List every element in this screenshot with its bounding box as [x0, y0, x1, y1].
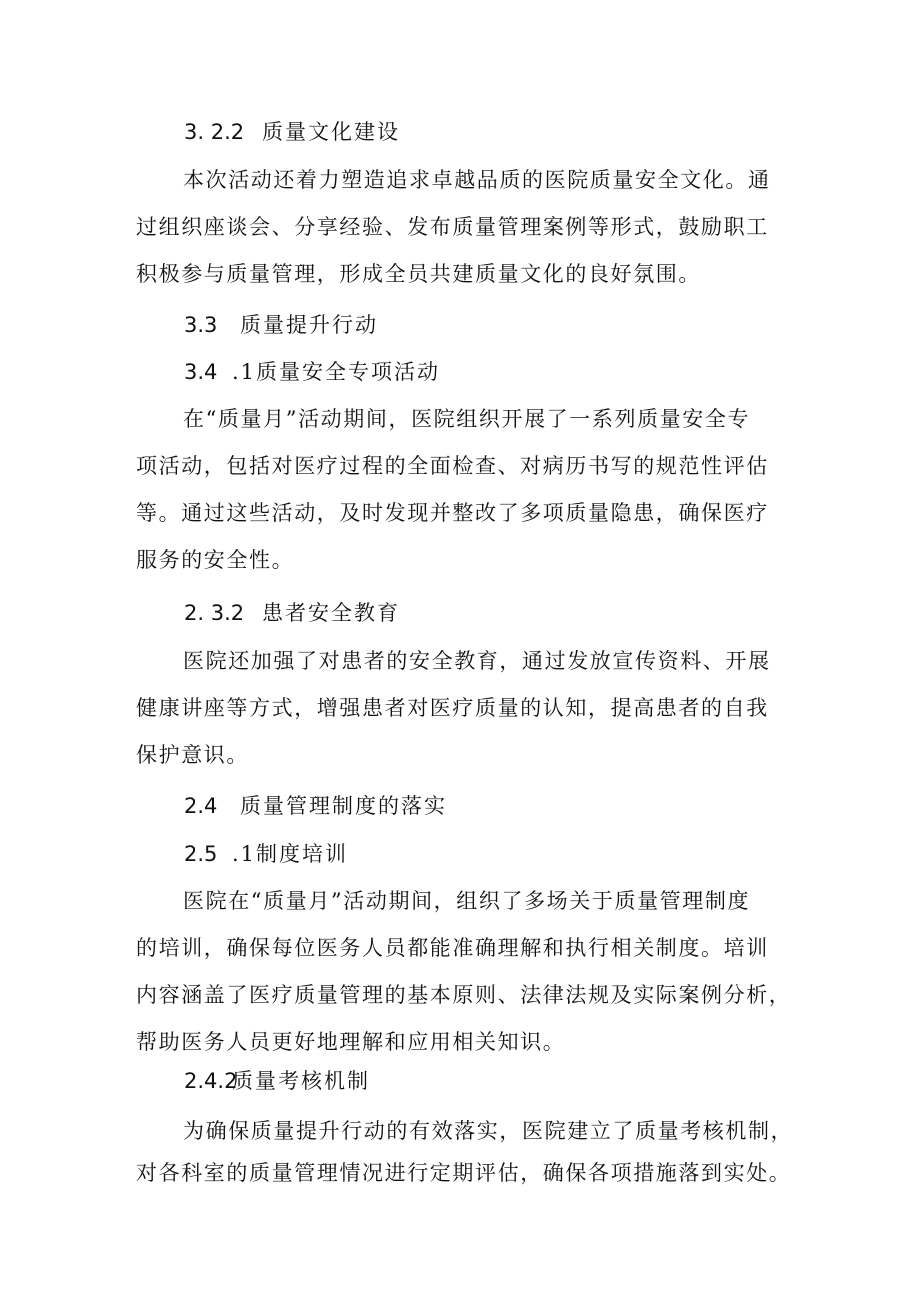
paragraph-line: 的培训，确保每位医务人员都能准确理解和执行相关制度。培训: [136, 936, 769, 960]
paragraph-line: 帮助医务人员更好地理解和应用相关知识。: [136, 1030, 566, 1054]
heading-title: 质量考核机制: [232, 1069, 370, 1093]
heading-number: 3.4: [184, 360, 218, 384]
paragraph-line: 本次活动还着力塑造追求卓越品质的医院质量安全文化。通: [183, 168, 771, 192]
section-heading-3-2-2: [184, 118, 400, 146]
paragraph-line: 积极参与质量管理，形成全员共建质量文化的良好氛围。: [136, 262, 701, 286]
paragraph-line: 在“质量月”活动期间，医院组织开展了一系列质量安全专: [183, 407, 751, 431]
heading-number: 3. 2.2: [184, 120, 245, 144]
heading-number: 2.5: [184, 842, 218, 866]
paragraph-line: 保护意识。: [136, 743, 249, 767]
paragraph-line: 为确保质量提升行动的有效落实，医院建立了质量考核机制，: [183, 1119, 794, 1143]
heading-number: 2. 3.2: [184, 601, 245, 625]
paragraph-safety-activities: [136, 396, 806, 584]
heading-number: 3.3: [184, 313, 218, 337]
heading-title: 质量提升行动: [240, 313, 378, 337]
section-heading-3-3: [184, 311, 378, 339]
paragraph-line: 过组织座谈会、分享经验、发布质量管理案例等形式，鼓励职工: [136, 215, 769, 239]
section-heading-2-4-2: [184, 1067, 370, 1095]
paragraph-line: 内容涵盖了医疗质量管理的基本原则、法律法规及实际案例分析，: [136, 983, 792, 1007]
heading-title: .1制度培训: [232, 842, 349, 866]
paragraph-quality-culture: [136, 157, 806, 298]
paragraph-line: 健康讲座等方式，增强患者对医疗质量的认知，提高患者的自我: [136, 696, 769, 720]
paragraph-line: 医院在“质量月”活动期间，组织了多场关于质量管理制度: [183, 889, 751, 913]
section-heading-2-5: [184, 840, 348, 868]
paragraph-line: 医院还加强了对患者的安全教育，通过发放宣传资料、开展: [183, 649, 771, 673]
heading-title: 质量文化建设: [262, 120, 400, 144]
heading-title: .1质量安全专项活动: [232, 360, 441, 384]
paragraph-line: 服务的安全性。: [136, 548, 295, 572]
section-heading-2-4: [184, 792, 447, 820]
paragraph-line: 项活动，包括对医疗过程的全面检查、对病历书写的规范性评估: [136, 454, 769, 478]
paragraph-line: 对各科室的质量管理情况进行定期评估，确保各项措施落到实处。: [136, 1161, 792, 1185]
section-heading-2-3-2: [184, 599, 400, 627]
paragraph-patient-education: [136, 638, 806, 779]
section-heading-3-4: [184, 358, 440, 386]
heading-title: 质量管理制度的落实: [240, 794, 447, 818]
paragraph-system-training: [136, 878, 806, 1066]
paragraph-line: 等。通过这些活动，及时发现并整改了多项质量隐患，确保医疗: [136, 501, 769, 525]
paragraph-assessment-mechanism: [136, 1110, 806, 1194]
heading-number: 2.4: [184, 794, 218, 818]
heading-title: 患者安全教育: [262, 601, 400, 625]
heading-number: 2.4.2: [184, 1069, 238, 1093]
